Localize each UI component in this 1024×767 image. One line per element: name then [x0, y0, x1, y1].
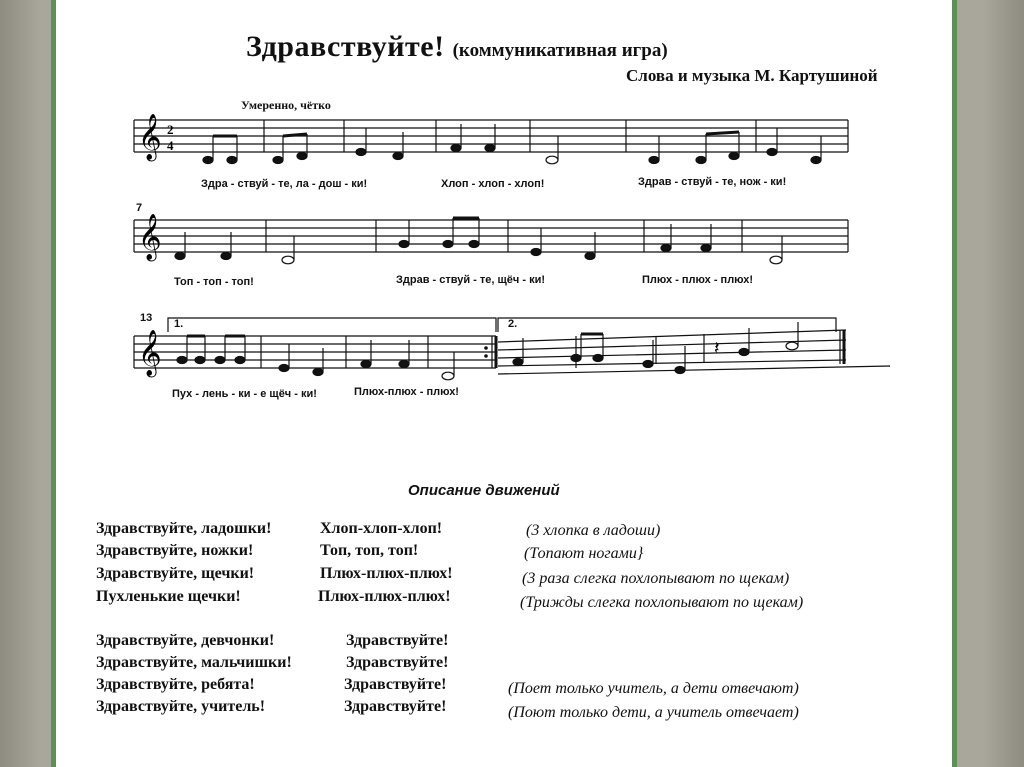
verse-response: Плюх-плюх-плюх!	[320, 565, 453, 582]
verse-note: (Поет только учитель, а дети отвечают)	[508, 680, 799, 697]
verse-text: Здравствуйте, щечки!	[96, 565, 255, 582]
lyrics-line: Здра - ствуй - те, ла - дош - ки!	[201, 178, 368, 190]
title-main: Здравствуйте!	[246, 30, 445, 63]
verse-text: Здравствуйте, ножки!	[96, 542, 254, 559]
slide-frame-right	[952, 0, 957, 767]
sheet-music-page	[56, 0, 952, 767]
verse-note: (Трижды слегка похлопывают по щекам)	[520, 594, 804, 611]
measure-number: 13	[140, 312, 153, 324]
verse-response: Здравствуйте!	[344, 698, 447, 715]
time-sig-top: 2	[167, 122, 174, 137]
title-subtitle: (коммуникативная игра)	[452, 40, 668, 61]
verse-response: Топ, топ, топ!	[320, 542, 419, 559]
lyrics-line: Здрав - ствуй - те, нож - ки!	[638, 176, 787, 188]
lyrics-line: Топ - топ - топ!	[174, 276, 254, 288]
treble-clef-icon: 𝄞	[138, 330, 162, 376]
verse-note: (3 хлопка в ладоши)	[526, 522, 661, 539]
staff-system-2	[56, 202, 952, 298]
verse-response: Хлоп-хлоп-хлоп!	[320, 520, 443, 537]
verse-text: Здравствуйте, учитель!	[96, 698, 266, 715]
treble-clef-icon: 𝄞	[138, 214, 162, 260]
tempo-marking: Умеренно, чётко	[241, 98, 331, 112]
song-title	[246, 30, 668, 64]
lyrics-line: Здрав - ствуй - те, щёч - ки!	[396, 274, 546, 286]
time-sig-bottom: 4	[167, 138, 174, 153]
notes-system-3	[177, 322, 798, 380]
verse-note: (Поют только дети, а учитель отвечает)	[508, 704, 799, 721]
verse-text: Пухленькие щечки!	[96, 588, 241, 605]
verse-note: (Топают ногами}	[524, 545, 644, 562]
lyrics-line: Пух - лень - ки - е щёч - ки!	[172, 388, 317, 400]
volta-1-label: 1.	[174, 318, 184, 330]
measure-number: 7	[136, 202, 143, 214]
staff-system-3	[56, 312, 952, 410]
verse-text: Здравствуйте, мальчишки!	[96, 654, 292, 671]
verse-text: Здравствуйте, ладошки!	[96, 520, 272, 537]
quarter-rest-icon: 𝄽	[714, 338, 720, 359]
description-heading: Описание движений	[408, 482, 560, 499]
lyrics-line: Хлоп - хлоп - хлоп!	[441, 178, 545, 190]
song-author: Слова и музыка М. Картушиной	[626, 66, 878, 85]
staff-system-1	[56, 114, 952, 198]
volta-2-label: 2.	[508, 318, 518, 330]
verse-text: Здравствуйте, девчонки!	[96, 632, 275, 649]
lyrics-line: Плюх-плюх - плюх!	[354, 386, 459, 398]
verse-response: Здравствуйте!	[346, 632, 449, 649]
verse-response: Здравствуйте!	[346, 654, 449, 671]
verse-text: Здравствуйте, ребята!	[96, 676, 255, 693]
treble-clef-icon: 𝄞	[138, 114, 162, 160]
verse-response: Плюх-плюх-плюх!	[318, 588, 451, 605]
verse-note: (3 раза слегка похлопывают по щекам)	[522, 570, 790, 587]
verse-response: Здравствуйте!	[344, 676, 447, 693]
lyrics-line: Плюх - плюх - плюх!	[642, 274, 754, 286]
